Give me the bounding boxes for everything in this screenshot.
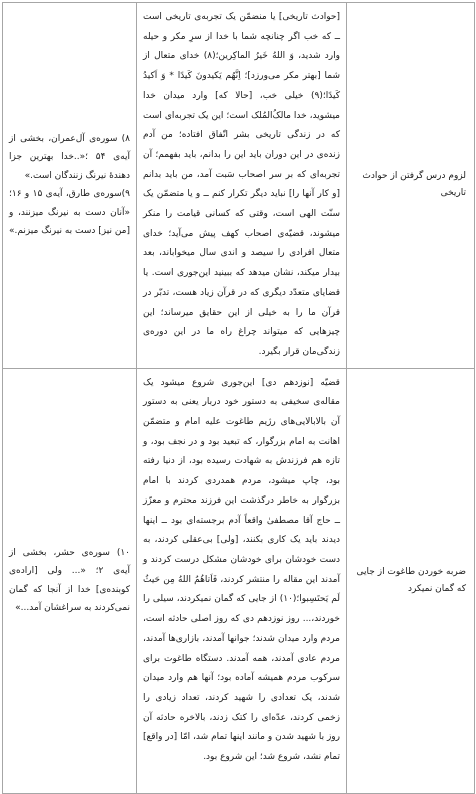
footnote-line: ۹)سوره‌ی طارق، آیه‌ی ۱۵ و ۱۶؛ «آنان دست به نیرنگ میزنند، و [من نیز] دست به نیرنگ میزنم.» [8,189,131,237]
topic-cell: ضربه خوردن طاغوت از جایی که گمان نمیکرد [347,368,475,793]
topic-cell: لزوم درس گرفتن از حوادث تاریخی [347,3,475,369]
content-table [2,2,475,794]
footnote-line: ۸) سوره‌ی آل‌عمران، بخشی از آیه‌ی ۵۴ ؛«..خدا بهترین جزا دهندهٔ نیرنگ زنندگان است.» [9,133,130,181]
quote-cell: قضیّه [نوزدهم دی] این‌جوری شروع میشود یک مقاله‌ی سخیفی به دستور خود دربار یعنی به دستور آن بالابالایی‌های رژیم طاغوت علیه امام و متضمّن اهانت به امام بزرگوار، که تبعید بود و در نجف بود، و تازه هم فرزندش به شهادت رسیده بود، از دنیا رفته بود، چاپ میشود، مردم همدردی کردند با امام بزرگوار به خاطر درگذشت این فرزند محترم و معزّز ــ حاج آقا مصطفیٰ واقعاً آدم برجسته‌ای بود ــ اینها دیدند باید یک کاری بکنند، [ولی] بی‌عقلی کردند، به دست خودشان برای خودشان مشکل درست کردند و آمدند این مقاله را منتشر کردند، فَاَتاهُمُ اللهُ مِن حَیثُ لَم یَحتَسِبوا؛(۱۰) از جایی که گمان نمیکردند، سیلی را خوردند،... روز نوزدهم دی که روز اصلی حادثه است، مردم وارد میدان شدند؛ جوانها آمدند، بازاری‌ها آمدند، مردم عادی آمدند، همه آمدند. دستگاه طاغوت برای سرکوب مردم همیشه آماده بود؛ آنها هم وارد میدان شدند، یک تعدادی را شهید کردند، تعداد زیادی را زخمی کردند، عدّه‌ای را کتک زدند، بالاخره حادثه آن روز با شهید شدن و مانند اینها تمام شد، امّا [در واقع] تمام نشد، شروع شد؛ این شروع بود. [137,368,347,793]
reference-cell [3,368,137,793]
table-row [3,3,475,369]
table-row [3,368,475,793]
footnote-line: ۱۰) سوره‌ی حشر، بخشی از آیه‌ی ۲؛ «... ولی [اراده‌ی کوبنده‌ی] خدا از آنجا که گمان نمی‌کردند به سراغشان آمد...» [9,547,130,614]
quote-cell: [حوادث تاریخی] یا منضمّن یک تجربه‌ی تاریخی است ــ که خب اگر چنانچه شما با خدا از سرِ مکر و حیله وارد شدید، وَ اللهُ خَیرُ الماکِرین؛(۸) خدای متعال از شما [بهتر مکر می‌ورزد]؛ اِنَّهُم یَکیدونَ کَیدًا * وَ اَکیدُ کَیدًا؛(۹) خیلی خب، [حالا که] وارد میدان خدا میشوید، خدا مالکُ‌المُلک است؛ این یک تجربه‌ای است که در زندگی تاریخی بشر اتّفاق افتاده؛ من آدم زنده‌ی در این دوران باید این را بدانم، باید بفهمم؛ آن تجربه‌ای که بر سر اصحاب سَبت آمد، من باید بدانم [و کار آنها را] نباید دیگر تکرار کنم ــ و یا متضمّن یک سنّت الهی است، وقتی که کسانی قیامت را منکر میشوند، قضیّه‌ی اصحاب کهف پیش می‌آید؛ خدای متعال افرادی را سیصد و اندی سال میخواباند، بعد بیدار میکند، نشان میدهد که ببینید این‌جوری است. یا قضایای متعدّد دیگری که در قرآن زیاد هست، تدبّر در قرآن ما را به خیلی از این حقایق میرساند؛ این چیزهایی که میتواند چراغ راه ما در این دوره‌ی زندگی‌مان قرار بگیرد. [137,3,347,369]
reference-cell [3,3,137,369]
